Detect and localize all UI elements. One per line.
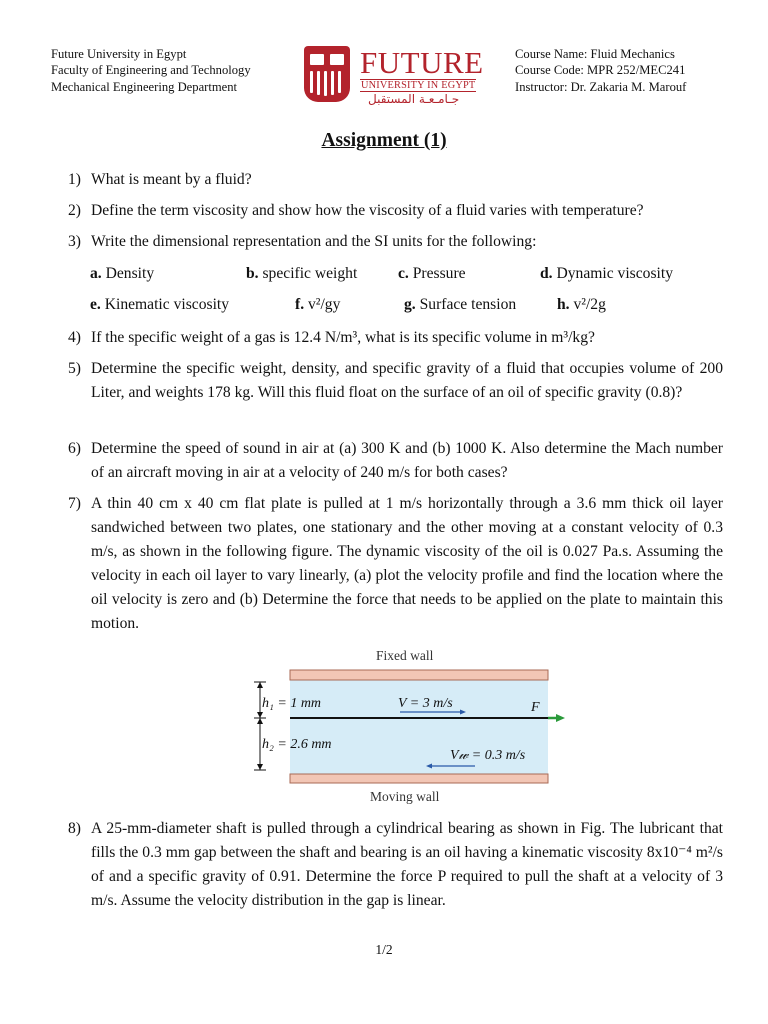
course-code: Course Code: MPR 252/MEC241: [515, 63, 686, 78]
moving-wall-label: Moving wall: [370, 789, 440, 804]
header-institution: [51, 46, 251, 95]
university-logo: [298, 46, 494, 106]
question-text: What is meant by a fluid?: [91, 171, 252, 188]
question-1: [68, 168, 723, 192]
question-8: [68, 817, 723, 913]
question-text: Determine the specific weight, density, and specific gravity of a fluid that occupies volume of 200 Liter, and weights 178 kg. Will this fluid float on the surface of an oil of specific gravity (0.8)?: [91, 360, 723, 402]
q3-item-c: c. Pressure: [398, 265, 466, 282]
question-text: If the specific weight of a gas is 12.4 N/m³, what is its specific volume in m³/kg?: [91, 329, 595, 346]
question-number: 7): [68, 495, 81, 512]
page-title: Assignment (1): [321, 130, 447, 151]
question-2: [68, 199, 723, 223]
moving-wall: [290, 774, 548, 783]
question-number: 6): [68, 440, 81, 457]
question-text: Determine the speed of sound in air at (a) 300 K and (b) 1000 K. Also determine the Mach number of an aircraft moving in air at a velocity of 240 m/s for both cases?: [91, 440, 723, 482]
logo-name: FUTURE: [360, 45, 484, 80]
fixed-wall: [290, 670, 548, 680]
logo-emblem-icon: [304, 46, 350, 102]
question-number: 2): [68, 202, 81, 219]
wall-velocity-label: V𝓌 = 0.3 m/s: [450, 748, 526, 763]
force-arrow-head: [556, 714, 565, 722]
question-number: 1): [68, 171, 81, 188]
header-course: [515, 46, 686, 95]
q3-item-b: b. specific weight: [246, 265, 358, 282]
course-name: Course Name: Fluid Mechanics: [515, 47, 675, 61]
instructor: Instructor: Dr. Zakaria M. Marouf: [515, 79, 687, 94]
question-text: Write the dimensional representation and the SI units for the following:: [91, 233, 537, 250]
question-text: Define the term viscosity and show how the viscosity of a fluid varies with temperature?: [91, 202, 644, 219]
q3-item-f: f. v²/gy: [295, 296, 341, 313]
faculty-name: Faculty of Engineering and Technology: [51, 63, 251, 78]
question-6: [68, 437, 723, 485]
question-number: 5): [68, 360, 81, 377]
h2-label: h₂ = 2.6 mm: [262, 737, 332, 752]
plate-velocity-label: V = 3 m/s: [398, 696, 453, 711]
question-5: [68, 357, 723, 405]
question-number: 4): [68, 329, 81, 346]
force-label: F: [531, 700, 540, 715]
question-text: A thin 40 cm x 40 cm flat plate is pulled at 1 m/s horizontally through a 3.6 mm thick oil layer sandwiched between two plates, one stationary and the other moving at a constant velocity of 0.3 m/s, as shown in the following figure. The dynamic viscosity of the oil is 0.027 Pa.s. Assuming the velocity in each oil layer to vary linearly, (a) plot the velocity profile and find the location where the oil velocity is zero and (b) Determine the force that needs to be applied on the plate to maintain this motion.: [91, 495, 723, 633]
h1-label: h₁ = 1 mm: [262, 696, 322, 711]
q3-item-h: h. v²/2g: [557, 296, 606, 313]
question-number: 8): [68, 820, 81, 837]
department-name: Mechanical Engineering Department: [51, 79, 238, 94]
q3-item-d: d. Dynamic viscosity: [540, 265, 673, 282]
university-name: Future University in Egypt: [51, 47, 187, 61]
question-number: 3): [68, 233, 81, 250]
question-3: [68, 230, 723, 254]
q3-item-a: a. Density: [90, 265, 155, 282]
question-text: A 25-mm-diameter shaft is pulled through a cylindrical bearing as shown in Fig. The lubricant that fills the 0.3 mm gap between the shaft and bearing is an oil having a kinematic viscosity 8x10⁻⁴ m²/s of and a specific gravity of 0.91. Determine the force P required to pull the shaft at a velocity of 3 m/s. Assume the velocity distribution in the gap is linear.: [91, 820, 723, 910]
page-number: 1/2: [375, 942, 393, 957]
logo-arabic: جـامـعـة المستقبل: [368, 92, 460, 106]
question-4: [68, 326, 723, 350]
question-7: [68, 492, 723, 637]
logo-subtitle: UNIVERSITY IN EGYPT: [361, 80, 476, 91]
fixed-wall-label: Fixed wall: [376, 648, 434, 663]
oil-layer-figure: [250, 668, 570, 788]
q3-item-g: g. Surface tension: [404, 296, 517, 313]
q3-item-e: e. Kinematic viscosity: [90, 296, 230, 313]
